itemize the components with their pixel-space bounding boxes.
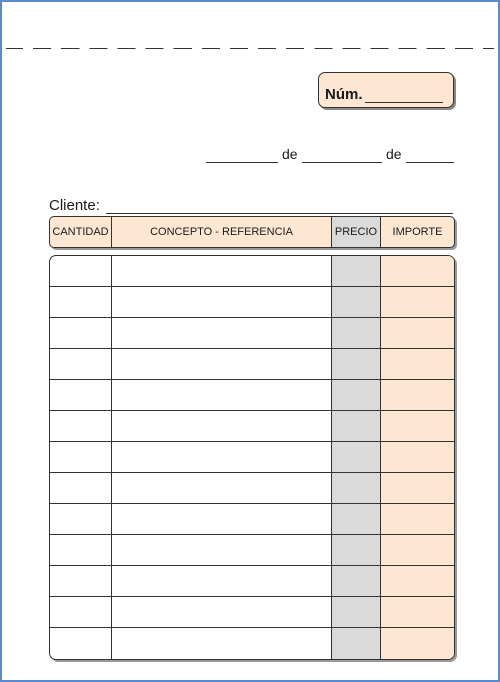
importe-cell[interactable] [381, 256, 454, 286]
importe-cell[interactable] [381, 566, 454, 596]
date-word-de-2: de [386, 146, 402, 162]
cantidad-cell[interactable] [50, 349, 112, 379]
precio-cell[interactable] [332, 411, 381, 441]
importe-cell[interactable] [381, 473, 454, 503]
concepto-cell[interactable] [112, 256, 332, 286]
year-field-line[interactable] [406, 162, 454, 163]
date-row [206, 145, 454, 165]
concepto-cell[interactable] [112, 628, 332, 659]
cantidad-cell[interactable] [50, 597, 112, 627]
precio-cell[interactable] [332, 597, 381, 627]
concepto-cell[interactable] [112, 597, 332, 627]
importe-cell[interactable] [381, 504, 454, 534]
table-row [50, 566, 454, 597]
number-field-line[interactable] [365, 102, 443, 103]
column-header-importe: IMPORTE [392, 226, 443, 238]
table-row [50, 504, 454, 535]
precio-cell[interactable] [332, 566, 381, 596]
importe-cell[interactable] [381, 628, 454, 659]
line-items-grid [49, 255, 455, 660]
date-word-de-1: de [282, 146, 298, 162]
month-field-line[interactable] [302, 162, 382, 163]
concepto-cell[interactable] [112, 411, 332, 441]
client-label: Cliente: [49, 197, 100, 214]
precio-cell[interactable] [332, 256, 381, 286]
cantidad-cell[interactable] [50, 535, 112, 565]
precio-cell[interactable] [332, 442, 381, 472]
column-header-cantidad: CANTIDAD [50, 217, 112, 247]
precio-cell[interactable] [332, 628, 381, 659]
cantidad-cell[interactable] [50, 411, 112, 441]
precio-cell[interactable] [332, 349, 381, 379]
concepto-cell[interactable] [112, 318, 332, 348]
cantidad-cell[interactable] [50, 287, 112, 317]
precio-cell[interactable] [332, 535, 381, 565]
precio-cell[interactable] [332, 473, 381, 503]
precio-cell[interactable] [332, 504, 381, 534]
cantidad-cell[interactable] [50, 566, 112, 596]
importe-cell[interactable] [381, 349, 454, 379]
table-row [50, 256, 454, 287]
concepto-cell[interactable] [112, 566, 332, 596]
importe-cell[interactable] [381, 442, 454, 472]
precio-cell[interactable] [332, 318, 381, 348]
cut-line [6, 48, 494, 49]
concepto-cell[interactable] [112, 349, 332, 379]
table-row [50, 349, 454, 380]
importe-cell[interactable] [381, 411, 454, 441]
cantidad-cell[interactable] [50, 628, 112, 659]
table-row [50, 597, 454, 628]
table-row [50, 535, 454, 566]
table-header [49, 216, 455, 248]
concepto-cell[interactable] [112, 380, 332, 410]
table-row [50, 442, 454, 473]
precio-cell[interactable] [332, 287, 381, 317]
importe-cell[interactable] [381, 597, 454, 627]
table-row [50, 380, 454, 411]
day-field-line[interactable] [206, 162, 278, 163]
number-label: Núm. [325, 86, 363, 103]
concepto-cell[interactable] [112, 535, 332, 565]
concepto-cell[interactable] [112, 287, 332, 317]
cantidad-cell[interactable] [50, 318, 112, 348]
concepto-cell[interactable] [112, 504, 332, 534]
cantidad-cell[interactable] [50, 504, 112, 534]
cantidad-cell[interactable] [50, 256, 112, 286]
cantidad-cell[interactable] [50, 380, 112, 410]
column-header-precio: PRECIO [332, 217, 381, 247]
table-row [50, 411, 454, 442]
client-field-line[interactable] [106, 213, 453, 214]
importe-cell[interactable] [381, 380, 454, 410]
table-row [50, 287, 454, 318]
table-row [50, 628, 454, 659]
cantidad-cell[interactable] [50, 442, 112, 472]
number-box[interactable] [318, 72, 454, 108]
importe-cell[interactable] [381, 287, 454, 317]
importe-cell[interactable] [381, 318, 454, 348]
concepto-cell[interactable] [112, 442, 332, 472]
cantidad-cell[interactable] [50, 473, 112, 503]
precio-cell[interactable] [332, 380, 381, 410]
importe-cell[interactable] [381, 535, 454, 565]
concepto-cell[interactable] [112, 473, 332, 503]
table-row [50, 473, 454, 504]
table-row [50, 318, 454, 349]
column-header-concepto: CONCEPTO - REFERENCIA [112, 217, 332, 247]
